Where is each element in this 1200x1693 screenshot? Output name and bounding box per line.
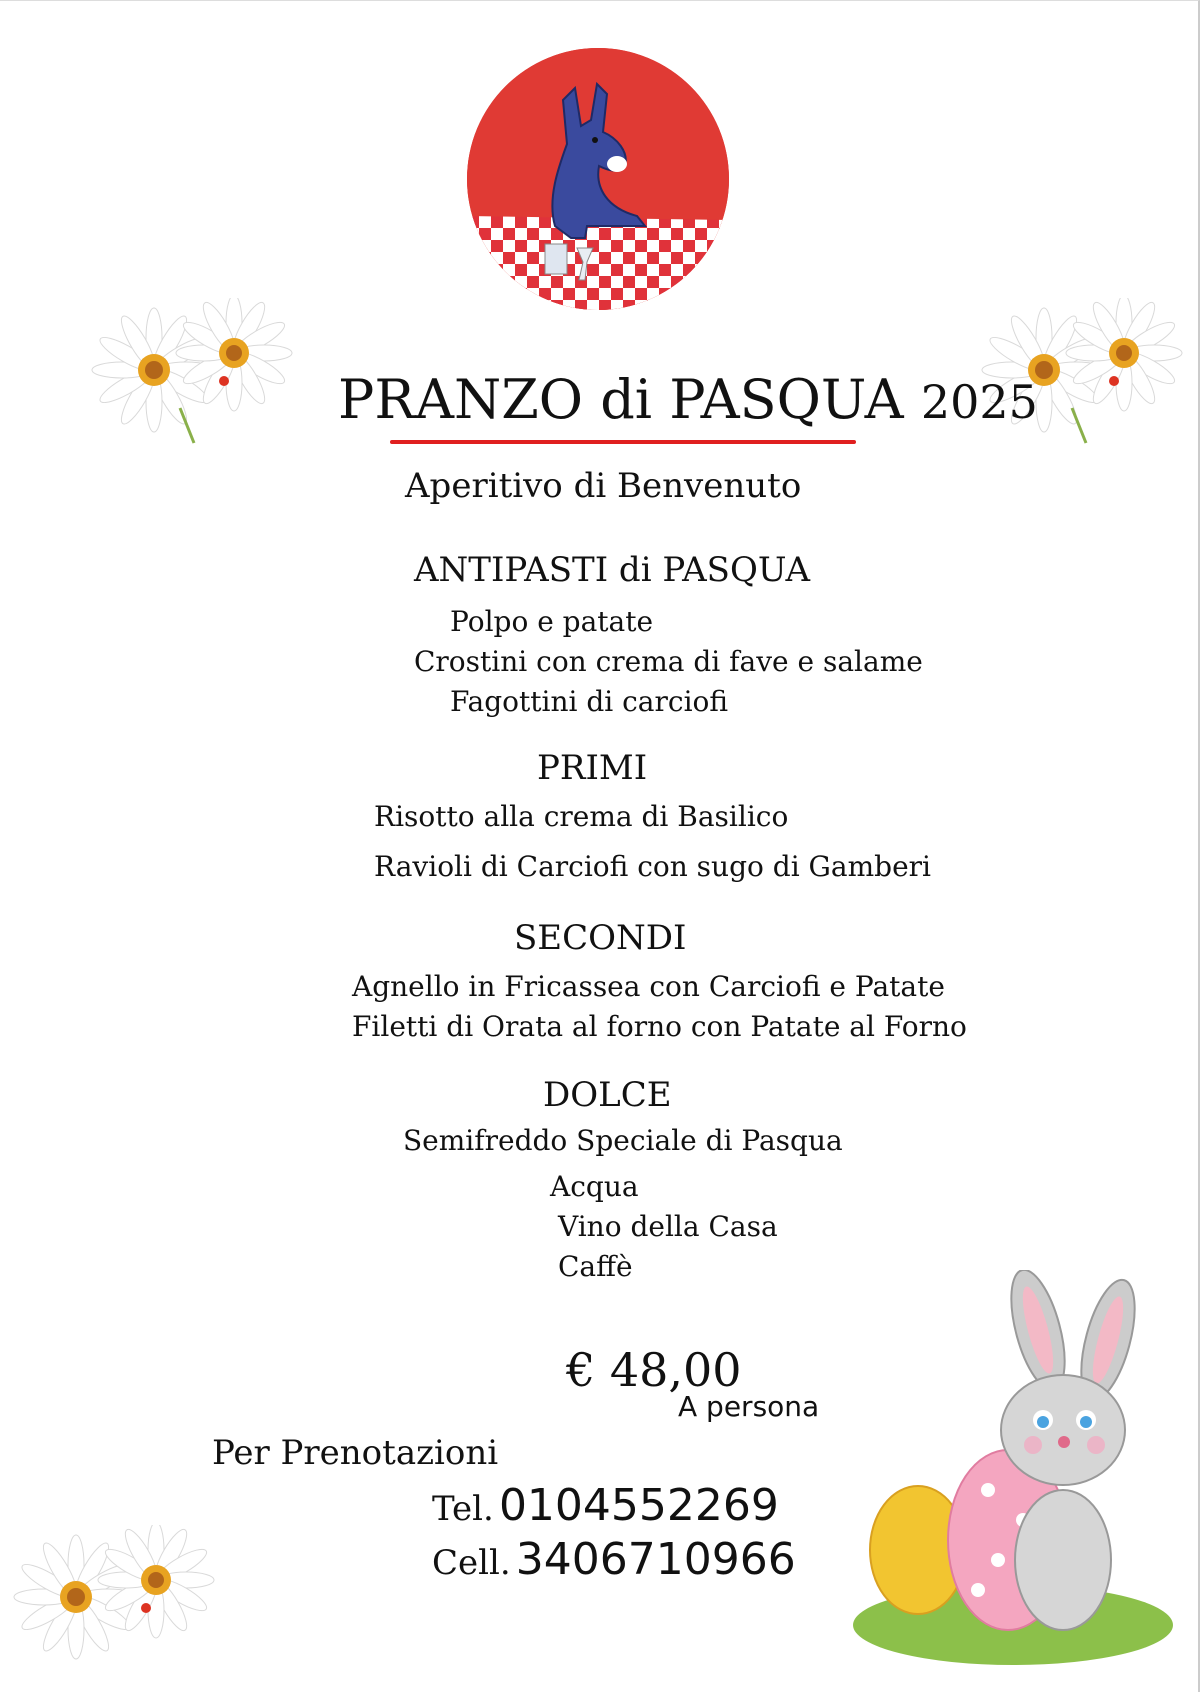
menu-item: Filetti di Orata al forno con Patate al Forno (352, 1010, 967, 1043)
menu-item: Ravioli di Carciofi con sugo di Gamberi (374, 850, 931, 883)
price-unit: A persona (678, 1390, 820, 1423)
drink-item: Acqua (550, 1170, 639, 1203)
menu-item: Fagottini di carciofi (450, 685, 729, 718)
tel-number[interactable]: 0104552269 (498, 1480, 779, 1531)
menu-item: Crostini con crema di fave e salame (414, 645, 923, 678)
cell-line (432, 1534, 796, 1585)
section-heading-dolce: DOLCE (543, 1075, 672, 1115)
section-heading-antipasti: ANTIPASTI di PASQUA (414, 550, 811, 590)
tel-label: Tel. (432, 1489, 494, 1529)
page-title (338, 368, 1038, 431)
menu-item: Semifreddo Speciale di Pasqua (403, 1124, 843, 1157)
section-heading-primi: PRIMI (537, 748, 648, 788)
daisy-icon (84, 298, 294, 452)
cell-number[interactable]: 3406710966 (515, 1534, 796, 1585)
drink-item: Caffè (558, 1250, 633, 1283)
welcome-text: Aperitivo di Benvenuto (405, 466, 802, 506)
title-year: 2025 (920, 375, 1038, 429)
title-underline (390, 440, 856, 444)
menu-item: Agnello in Fricassea con Carciofi e Patate (352, 970, 945, 1003)
price-amount: € 48,00 (566, 1343, 742, 1397)
easter-bunny-icon (838, 1270, 1178, 1674)
daisy-icon (10, 1525, 220, 1679)
drink-item: Vino della Casa (558, 1210, 778, 1243)
menu-item: Risotto alla crema di Basilico (374, 800, 789, 833)
menu-item: Polpo e patate (450, 605, 654, 638)
tel-line (432, 1480, 779, 1531)
cell-label: Cell. (432, 1543, 511, 1583)
title-main: PRANZO di PASQUA (338, 368, 904, 431)
section-heading-secondi: SECONDI (514, 918, 687, 958)
donkey-logo-icon (467, 48, 729, 310)
booking-label: Per Prenotazioni (212, 1433, 499, 1473)
